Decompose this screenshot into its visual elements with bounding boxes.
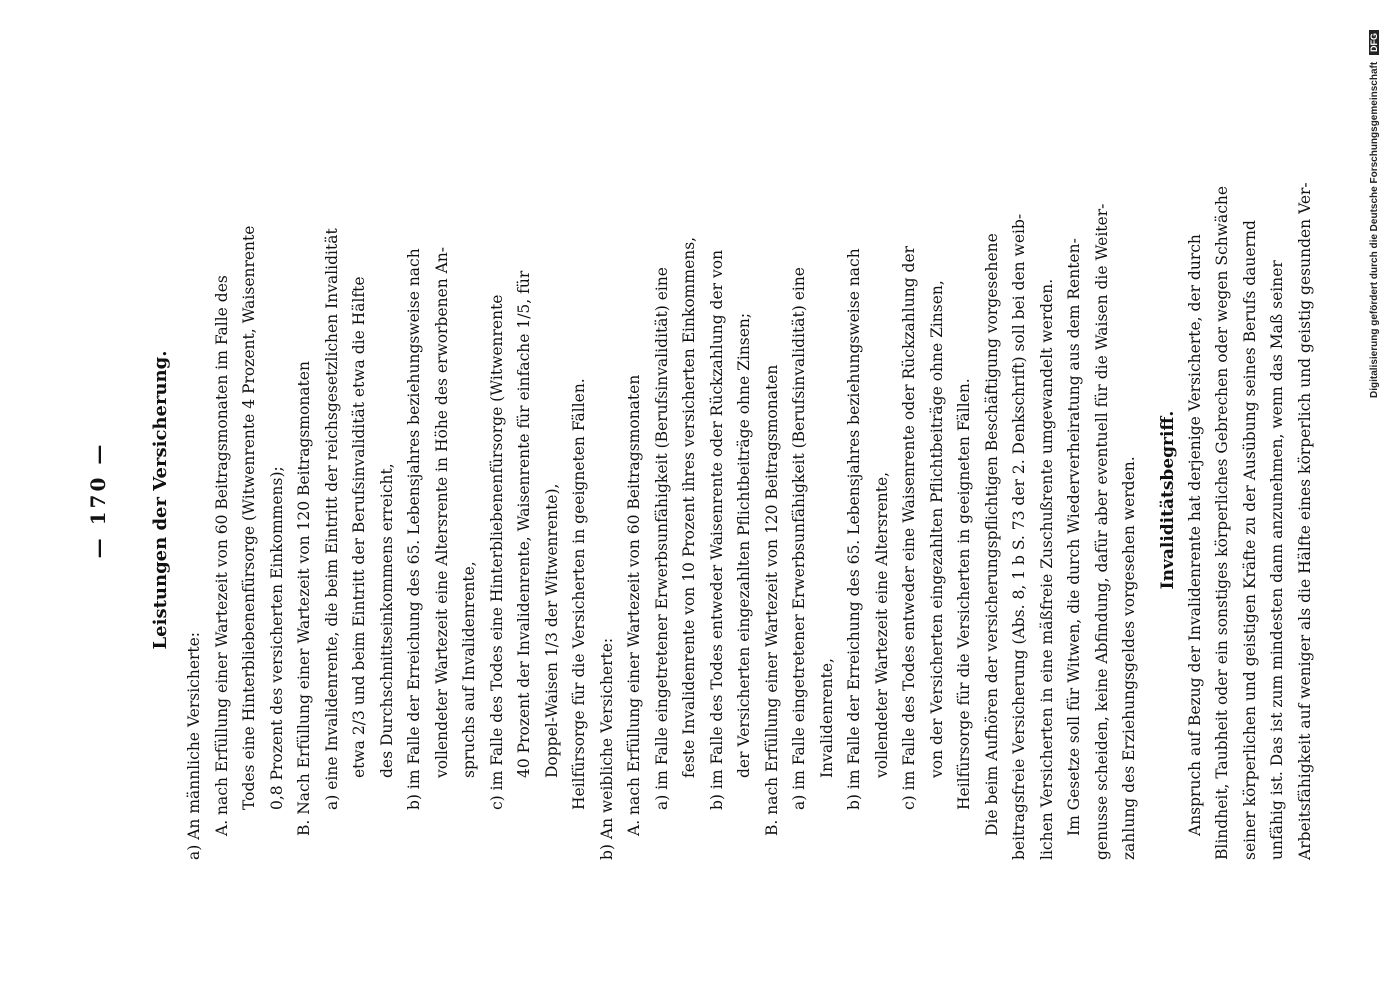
text-line: Anspruch auf Bezug der Invalidenrente hat derjenige Versicherte, der durch (1185, 234, 1204, 836)
text-line: Todes eine Hinterbliebenenfürsorge (Witwenrente 4 Prozent, Waisenrente (240, 225, 258, 810)
page-number: — 170 — (86, 441, 110, 559)
text-line: vollendeter Wartezeit eine Altersrente, (872, 471, 891, 778)
text-line: b) im Falle des Todes entweder Waisenrente oder Rückzahlung der von (707, 249, 726, 810)
body-text-2 (1182, 140, 1320, 860)
body-text (181, 140, 1144, 860)
text-line: B. nach Erfüllung einer Wartezeit von 120 Beitragsmonaten (762, 364, 781, 836)
text-line: a) im Falle eingetretener Erwerbsunfähigkeit (Berufsinvalidität) eine (652, 267, 671, 810)
text-line: des Durchschnittseinkommens erreicht, (377, 463, 396, 778)
text-line: Invalidenrente, (817, 658, 836, 778)
text-line: A. nach Erfüllung einer Wartezeit von 60 Beitragsmonaten (625, 374, 643, 836)
text-line: A. nach Erfüllung einer Wartezeit von 60 Beitragsmonaten im Falle des (212, 275, 231, 836)
section-title: Leistungen der Versicherung. (150, 350, 171, 650)
text-line: lichen Versicherten in eine mäßfreie Zuschußrente umgewandelt werden. (1037, 278, 1056, 860)
page-content (80, 140, 1319, 860)
text-line: 40 Prozent der Invalidenrente, Waisenrente für einfache 1/5, für (515, 270, 533, 778)
text-line: b) im Falle der Erreichung des 65. Lebensjahres beziehungsweise nach (405, 248, 423, 810)
digitization-note-text: Digitalisierung gefördert durch die Deutsche Forschungsgemeinschaft (1369, 61, 1380, 398)
subsection-title: Invaliditätsbegriff. (1157, 410, 1178, 590)
text-line: der Versicherten eingezahlten Pflichtbeiträge ohne Zinsen; (735, 312, 753, 778)
text-line: B. Nach Erfüllung einer Wartezeit von 120 Beitragsmonaten (295, 361, 313, 836)
text-line: etwa 2/3 und beim Eintritt der Berufsinvalidität etwa die Hälfte (350, 276, 368, 778)
rotated-page (80, 140, 1314, 860)
text-line: genusse scheiden, keine Abfindung, dafür aber eventuell für die Waisen die Weiter- (1092, 203, 1111, 860)
text-line: vollendeter Wartezeit eine Altersrente in Höhe des erworbenen An- (432, 246, 451, 778)
text-line: Die beim Aufhören der versicherungspflichtigen Beschäftigung vorgesehene (982, 233, 1001, 836)
text-line: Arbeitsfähigkeit auf weniger als die Hälfte eines körperlich und geistig gesunden Ver- (1295, 182, 1314, 860)
text-line: feste Invalidenrente von 10 Prozent ihres versicherten Einkommens, (680, 236, 698, 778)
text-line: 0,8 Prozent des versicherten Einkommens); (267, 466, 286, 810)
text-line: beitragsfreie Versicherung (Abs. 8, 1 b S. 73 der 2. Denkschrift) soll bei den weib- (1010, 213, 1028, 860)
text-line: Im Gesetze soll für Witwen, die durch Wiederverheiratung aus dem Renten- (1065, 238, 1083, 836)
text-line: Heilfürsorge für die Versicherten in geeigneten Fällen. (955, 378, 973, 810)
text-line: c) im Falle des Todes entweder eine Waisenrente oder Rückzahlung der (900, 245, 918, 810)
text-line: a) eine Invalidenrente, die beim Eintritt der reichsgesetzlichen Invalidität (322, 228, 341, 810)
text-line: spruchs auf Invalidenrente, (460, 561, 478, 778)
text-line: a) im Falle eingetretener Erwerbsunfähigkeit (Berufsinvalidität) eine (790, 267, 808, 810)
text-line: seiner körperlichen und geistigen Kräfte zu der Ausübung seines Berufs dauernd (1240, 220, 1259, 860)
text-line: zahlung des Erziehungsgeldes vorgesehen werden. (1120, 456, 1138, 860)
text-line: unfähig ist. Das ist zum mindesten dann anzunehmen, wenn das Maß seiner (1268, 260, 1286, 860)
text-line: von der Versicherten eingezahlten Pflichtbeiträge ohne Zinsen, (927, 280, 946, 778)
text-line: Heilfürsorge für die Versicherten in geeigneten Fällen. (570, 378, 588, 810)
text-line: b) im Falle der Erreichung des 65. Lebensjahres beziehungsweise nach (845, 248, 863, 810)
text-line: c) im Falle des Todes eine Hinterbliebenenfürsorge (Witwenrente (487, 294, 506, 810)
text-line: Blindheit, Taubheit oder ein sonstiges körperliches Gebrechen oder wegen Schwäche (1213, 185, 1231, 860)
text-line: b) An weibliche Versicherte: (597, 637, 616, 860)
text-line: a) An männliche Versicherte: (185, 631, 203, 860)
dfg-badge: DFG (1369, 30, 1379, 55)
digitization-note (1351, 8, 1380, 408)
text-line: Doppel-Waisen 1/3 der Witwenrente), (542, 483, 561, 778)
